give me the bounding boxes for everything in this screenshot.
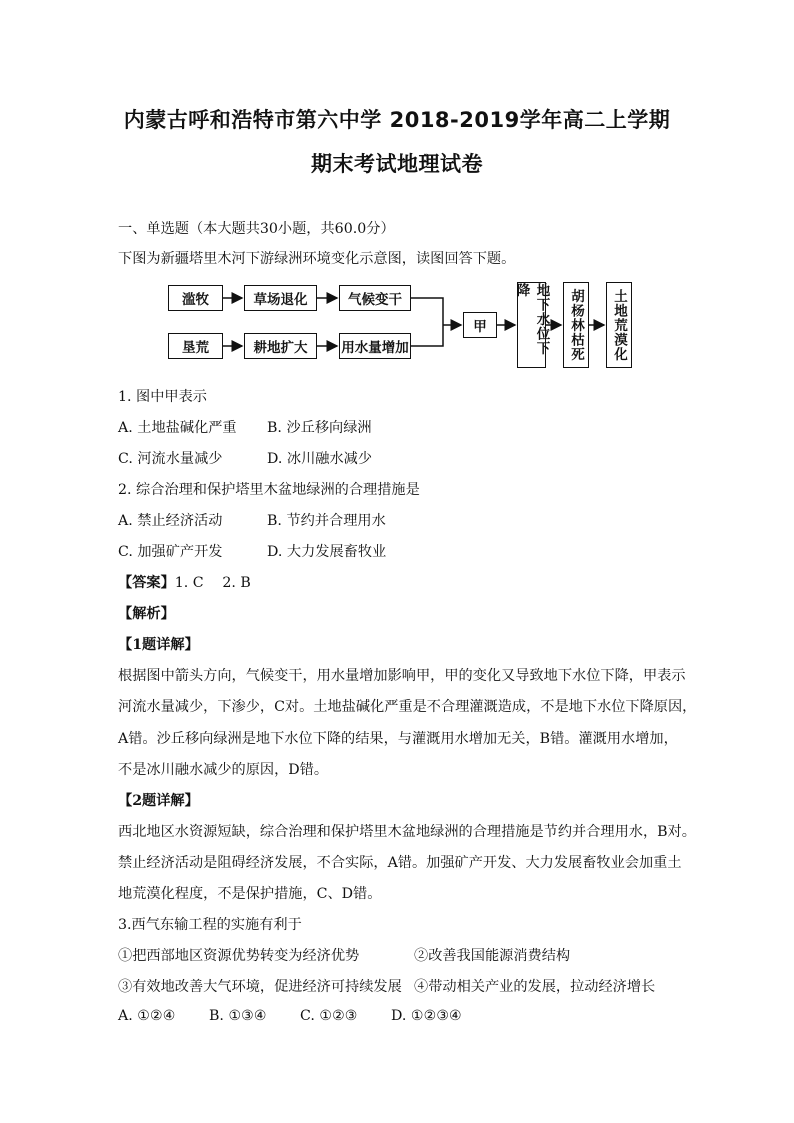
q1-option-b: B. 沙丘移向绿洲 [267, 420, 372, 436]
q3-option-c: C. ①②③ [300, 1008, 358, 1024]
q2-option-c: C. 加强矿产开发 [118, 544, 223, 560]
detail1-tag: 【1题详解】 [118, 637, 199, 653]
q3-statement-4: ④带动相关产业的发展，拉动经济增长 [414, 979, 656, 995]
q1-option-a: A. 土地盐碱化严重 [118, 420, 237, 436]
answer-tag: 【答案】 [118, 575, 175, 591]
answer-text: 1. C 2. B [174, 575, 251, 591]
page-title-line2: 期末考试地理试卷 [311, 152, 483, 176]
box-poplar-dieoff: 胡杨林枯死 [563, 282, 589, 368]
q1-option-c: C. 河流水量减少 [118, 451, 223, 467]
box-grassland-degradation: 草场退化 [244, 285, 317, 311]
box-farmland-expansion: 耕地扩大 [244, 333, 317, 359]
q3-statement-3: ③有效地改善大气环境，促进经济可持续发展 [118, 979, 402, 995]
box-water-use-increase: 用水量增加 [339, 333, 411, 359]
q1-stem: 1. 图中甲表示 [118, 389, 207, 405]
box-climate-drying: 气候变干 [339, 285, 411, 311]
detail1-line: A错。沙丘移向绿洲是地下水位下降的结果，与灌溉用水增加无关，B错。灌溉用水增加， [118, 731, 678, 747]
analysis-tag: 【解析】 [118, 606, 175, 622]
q3-option-a: A. ①②④ [118, 1008, 176, 1024]
q3-statement-2: ②改善我国能源消费结构 [414, 948, 571, 964]
q3-stem: 3.西气东输工程的实施有利于 [118, 917, 302, 933]
detail1-line: 河流水量减少，下渗少，C对。土地盐碱化严重是不合理灌溉造成，不是地下水位下降原因， [118, 699, 697, 715]
detail2-line: 地荒漠化程度，不是保护措施，C、D错。 [118, 886, 382, 902]
detail1-line: 不是冰川融水减少的原因，D错。 [118, 762, 329, 778]
page-title-line1: 内蒙古呼和浩特市第六中学 2018-2019学年高二上学期 [123, 108, 671, 132]
question-intro: 下图为新疆塔里木河下游绿洲环境变化示意图，读图回答下题。 [118, 251, 516, 267]
section-header: 一、单选题（本大题共30小题，共60.0分） [118, 221, 395, 237]
q3-option-b: B. ①③④ [209, 1008, 267, 1024]
detail1-line: 根据图中箭头方向，气候变干，用水量增加影响甲，甲的变化又导致地下水位下降，甲表示 [118, 668, 686, 684]
q2-option-d: D. 大力发展畜牧业 [267, 544, 387, 560]
answer-line [118, 572, 251, 592]
box-groundwater-decline: 地下水位下降 [517, 282, 546, 368]
box-reclamation: 垦荒 [168, 333, 223, 359]
box-desertification: 土地荒漠化 [606, 282, 632, 368]
box-overgrazing: 滥牧 [168, 285, 223, 311]
q1-option-d: D. 冰川融水减少 [267, 451, 373, 467]
detail2-line: 西北地区水资源短缺，综合治理和保护塔里木盆地绿洲的合理措施是节约并合理用水，B对。 [118, 824, 696, 840]
q2-stem: 2. 综合治理和保护塔里木盆地绿洲的合理措施是 [118, 482, 420, 498]
q2-option-a: A. 禁止经济活动 [118, 513, 223, 529]
q2-option-b: B. 节约并合理用水 [267, 513, 386, 529]
box-jia: 甲 [463, 312, 497, 338]
q3-option-d: D. ①②③④ [391, 1008, 462, 1024]
q3-statement-1: ①把西部地区资源优势转变为经济优势 [118, 948, 360, 964]
detail2-line: 禁止经济活动是阻碍经济发展，不合实际，A错。加强矿产开发、大力发展畜牧业会加重土 [118, 855, 682, 871]
detail2-tag: 【2题详解】 [118, 793, 199, 809]
